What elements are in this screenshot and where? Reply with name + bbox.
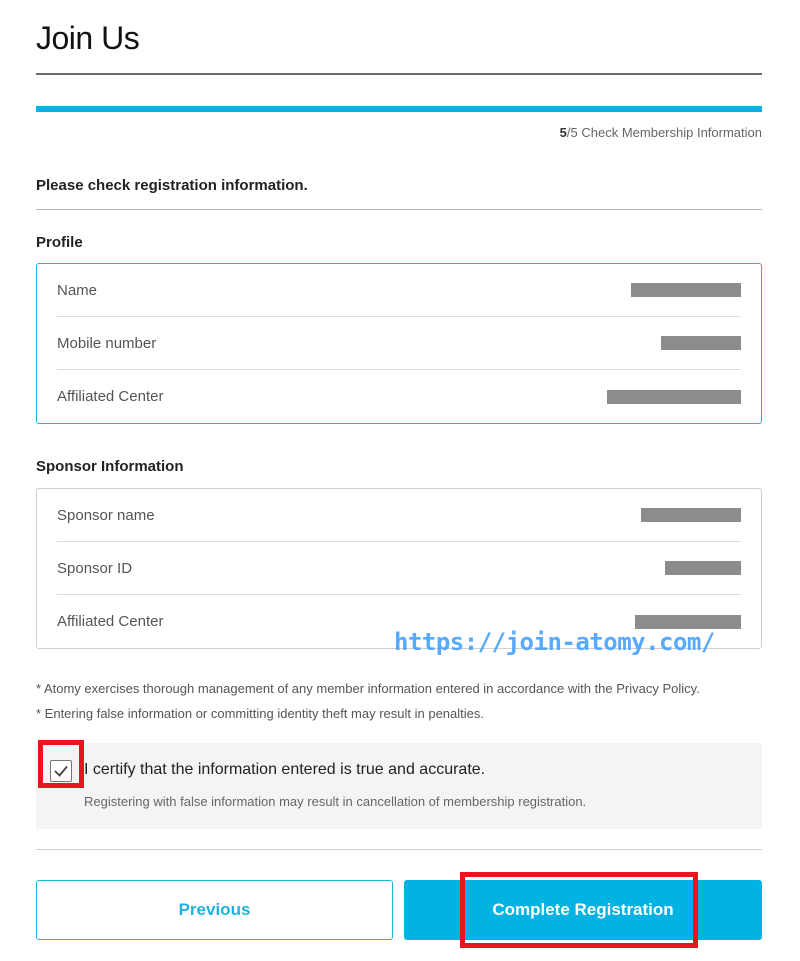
sponsor-label-center: Affiliated Center: [57, 613, 164, 630]
certify-subtext: Registering with false information may result in cancellation of membership registration.: [84, 794, 587, 809]
certify-panel: [36, 743, 762, 829]
penalty-notice: * Entering false information or committing identity theft may result in penalties.: [36, 706, 484, 721]
progress-fill: [36, 106, 762, 112]
privacy-notice: * Atomy exercises thorough management of any member information entered in accordance with the Privacy Policy.: [36, 681, 700, 696]
sponsor-value-name-redacted: [641, 508, 741, 522]
bottom-divider: [36, 849, 762, 850]
complete-button-highlight-box: [460, 872, 698, 948]
step-indicator: [560, 125, 762, 140]
profile-label-center: Affiliated Center: [57, 388, 164, 405]
title-divider: [36, 73, 762, 75]
profile-row-name: [57, 264, 741, 317]
intro-divider: [36, 209, 762, 210]
page-title: Join Us: [36, 20, 140, 56]
profile-row-mobile: [57, 317, 741, 370]
profile-value-mobile-redacted: [661, 336, 741, 350]
sponsor-row-id: [57, 542, 741, 595]
sponsor-row-name: [57, 489, 741, 542]
profile-value-name-redacted: [631, 283, 741, 297]
sponsor-heading: Sponsor Information: [36, 458, 184, 475]
progress-bar: [36, 106, 762, 112]
sponsor-label-id: Sponsor ID: [57, 559, 133, 577]
profile-label-name: Name: [57, 281, 98, 299]
watermark-text: https://join-atomy.com/: [394, 628, 715, 656]
certify-label[interactable]: I certify that the information entered is true and accurate.: [84, 761, 486, 778]
checkbox-highlight-box: [38, 740, 84, 788]
profile-row-center: [57, 370, 741, 423]
profile-label-mobile: Mobile number: [57, 334, 157, 352]
profile-heading: Profile: [36, 234, 83, 251]
profile-value-center-redacted: [607, 390, 741, 404]
profile-box: [36, 263, 762, 424]
sponsor-value-center-redacted: [635, 615, 741, 629]
step-label: /5 Check Membership Information: [566, 125, 762, 140]
sponsor-value-id-redacted: [665, 561, 741, 575]
intro-heading: Please check registration information.: [36, 177, 308, 194]
sponsor-label-name: Sponsor name: [57, 506, 155, 524]
previous-button[interactable]: Previous: [36, 880, 393, 940]
complete-registration-button[interactable]: Complete Registration: [404, 880, 762, 940]
sponsor-box: [36, 488, 762, 649]
step-current: 5: [559, 125, 567, 140]
